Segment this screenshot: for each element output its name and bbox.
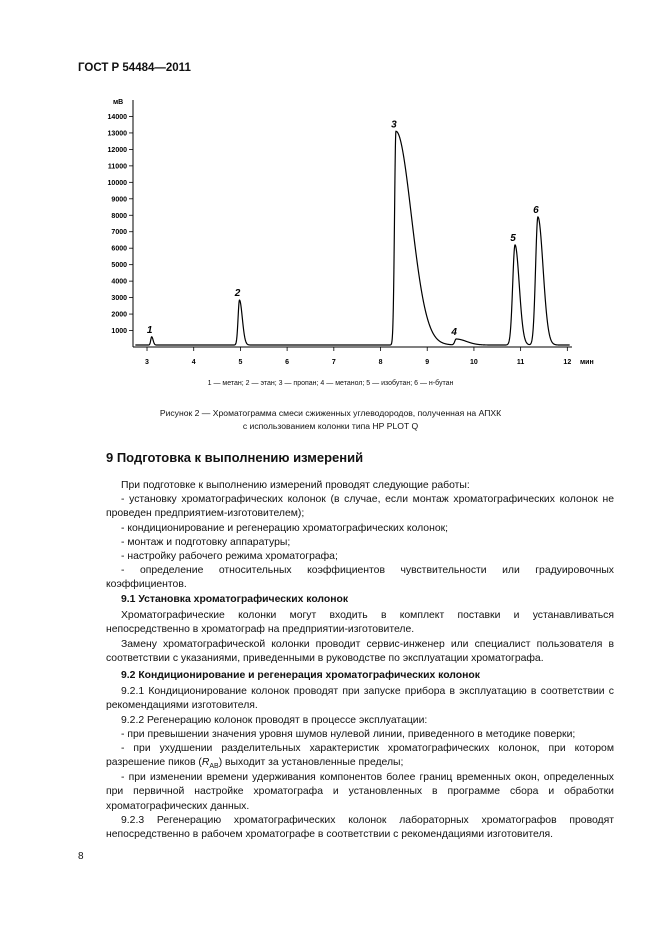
section-9-1-para-2: Замену хроматографической колонки проводит сервис-инженер или специалист пользователя в соответствии с указаниями, приведенными в руководстве по эксплуатации хроматографа. (106, 639, 614, 665)
peak-label: 5 (510, 232, 516, 244)
y-tick-label: 12000 (107, 146, 127, 154)
section-9-2-heading: 9.2 Кондиционирование и регенерация хроматографических колонок (121, 670, 480, 681)
x-tick-label: 3 (145, 359, 149, 366)
chart-axes (133, 100, 572, 347)
x-tick-label: 8 (378, 359, 383, 366)
section-9-item-1: - установку хроматографических колонок (в случае, если монтаж хроматографических колонок не проведен предприятием-изготовителем); (106, 494, 614, 520)
peak-label: 6 (533, 204, 539, 216)
x-tick-label: 6 (285, 359, 290, 366)
y-tick-label: 9000 (111, 196, 127, 204)
page-number: 8 (78, 851, 84, 862)
section-9-item-3: - монтаж и подготовку аппаратуры; (121, 537, 291, 548)
x-tick-label: 5 (238, 359, 243, 366)
x-tick-label: 11 (516, 359, 525, 366)
x-tick-label: 9 (425, 359, 430, 366)
section-9-heading: 9 Подготовка к выполнению измерений (106, 450, 364, 465)
chromatogram-chart (0, 0, 661, 400)
x-axis-ticks (145, 347, 571, 366)
y-tick-label: 11000 (107, 163, 127, 171)
y-tick-label: 6000 (111, 245, 127, 253)
x-tick-label: 7 (331, 359, 336, 366)
x-tick-label: 12 (563, 359, 572, 366)
section-9-1-heading: 9.1 Установка хроматографических колонок (121, 594, 349, 605)
clause-9-2-3: 9.2.3 Регенерацию хроматографических колонок лабораторных хроматографов проводят непосредственно в рабочем хроматографе в соответствии с рекомендациями изготовителя. (106, 815, 614, 841)
y-tick-label: 7000 (111, 229, 127, 237)
y-tick-label: 2000 (111, 311, 127, 319)
section-9-item-5: - определение относительных коэффициентов чувствительности или градуировочных коэффициентов. (106, 565, 614, 591)
figure-caption-line-2: с использованием колонки типа НР PLOT Q (242, 421, 419, 431)
x-tick-label: 4 (191, 359, 196, 366)
section-9-intro: При подготовке к выполнению измерений проводят следующие работы: (121, 480, 470, 491)
clause-9-2-1: 9.2.1 Кондиционирование колонок проводят при запуске прибора в эксплуатацию в соответствии с рекомендациями изготовителя. (106, 686, 614, 712)
figure-legend: 1 — метан; 2 — этан; 3 — пропан; 4 — метанол; 5 — изобутан; 6 — н-бутан (207, 380, 454, 387)
y-tick-label: 1000 (111, 328, 127, 336)
peak-label: 1 (146, 324, 153, 336)
clause-9-2-2-bullet-3: - при изменении времени удерживания компонентов более границ временных окон, определенных при первичной настройке хроматографа и установленных в программе сбора и обработки хроматографических данных. (106, 772, 614, 812)
document-header: ГОСТ Р 54484—2011 (78, 62, 191, 74)
y-tick-label: 5000 (111, 262, 127, 270)
peak-labels (147, 119, 539, 338)
y-tick-label: 3000 (111, 295, 127, 303)
section-9-item-4: - настройку рабочего режима хроматографа; (121, 551, 338, 562)
y-axis-ticks (108, 114, 133, 335)
y-tick-label: 4000 (111, 278, 127, 286)
peak-label: 2 (234, 288, 241, 300)
peak-label: 4 (451, 327, 457, 339)
y-tick-label: 14000 (107, 113, 127, 121)
clause-9-2-2: 9.2.2 Регенерацию колонок проводят в процессе эксплуатации: (121, 715, 428, 726)
y-axis-label: мВ (113, 99, 124, 106)
chromatogram-trace (135, 131, 569, 345)
section-9-1-para-1: Хроматографические колонки могут входить в комплект поставки и устанавливаться непосредственно в хроматограф на предприятии-изготовителе. (106, 610, 614, 636)
y-tick-label: 13000 (107, 130, 127, 138)
y-tick-label: 8000 (111, 212, 127, 220)
y-tick-label: 10000 (107, 179, 127, 187)
x-axis-label: мин (580, 359, 594, 366)
section-9-item-2: - кондиционирование и регенерацию хроматографических колонок; (121, 523, 449, 534)
x-tick-label: 10 (470, 359, 478, 366)
figure-caption-line-1: Рисунок 2 — Хроматограмма смеси сжиженных углеводородов, полученная на АПХК (159, 408, 502, 418)
clause-9-2-2-bullet-1: - при превышении значения уровня шумов нулевой линии, приведенного в методике поверки; (121, 729, 576, 740)
peak-label: 3 (391, 119, 397, 131)
clause-9-2-2-bullet-2: - при ухудшении разделительных характеристик хроматографических колонок, при котором разрешение пиков $(R_{AB})$ выходит за установленные пределы; (106, 743, 614, 771)
